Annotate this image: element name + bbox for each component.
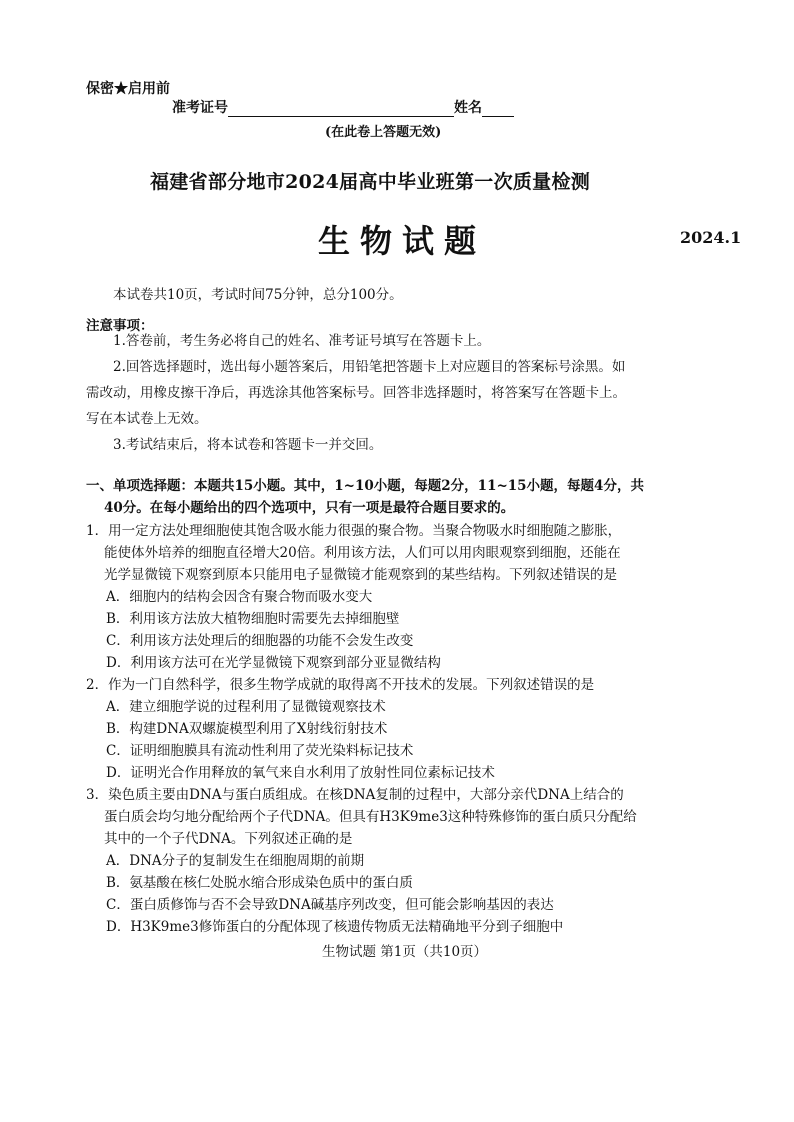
note-item-1: 1.答卷前，考生务必将自己的姓名、准考证号填写在答题卡上。 — [113, 333, 491, 349]
section-heading-line-1: 一、单项选择题：本题共15小题。其中，1~10小题，每题2分，11~15小题，每题4分，共 — [86, 478, 644, 494]
section-heading-line-2: 40分。在每小题给出的四个选项中，只有一项是最符合题目要求的。 — [104, 500, 515, 516]
note-item-2-line-2: 需改动，用橡皮擦干净后，再选涂其他答案标号。回答非选择题时，将答案写在答题卡上。 — [86, 385, 626, 401]
q3-stem-line-1: 3．染色质主要由DNA与蛋白质组成。在核DNA复制的过程中，大部分亲代DNA上结合的 — [86, 787, 624, 803]
q3-option-c: C．蛋白质修饰与否不会导致DNA碱基序列改变，但可能会影响基因的表达 — [106, 897, 554, 913]
note-item-2-line-1: 2.回答选择题时，选出每小题答案后，用铅笔把答题卡上对应题目的答案标号涂黑。如 — [113, 359, 626, 375]
q1-stem-line-1: 1．用一定方法处理细胞使其饱含吸水能力很强的聚合物。当聚合物吸水时细胞随之膨胀， — [86, 523, 622, 539]
exam-id-blank[interactable] — [228, 102, 280, 117]
exam-info: 本试卷共10页，考试时间75分钟，总分100分。 — [113, 287, 403, 303]
q3-stem-line-3: 其中的一个子代DNA。下列叙述正确的是 — [104, 831, 353, 847]
q1-option-b: B．利用该方法放大植物细胞时需要先去掉细胞壁 — [106, 611, 400, 627]
name-blank[interactable] — [482, 102, 514, 117]
q1-option-d: D．利用该方法可在光学显微镜下观察到部分亚显微结构 — [106, 655, 441, 671]
exam-id-blank-2[interactable] — [280, 102, 454, 117]
q1-stem-line-2: 能使体外培养的细胞直径增大20倍。利用该方法，人们可以用肉眼观察到细胞，还能在 — [104, 545, 621, 561]
notes-heading: 注意事项： — [86, 318, 154, 334]
q3-option-b: B．氨基酸在核仁处脱水缩合形成染色质中的蛋白质 — [106, 875, 413, 891]
q2-option-d: D．证明光合作用释放的氧气来自水利用了放射性同位素标记技术 — [106, 765, 495, 781]
q2-option-a: A．建立细胞学说的过程利用了显微镜观察技术 — [106, 699, 386, 715]
exam-id-row — [172, 97, 514, 117]
q3-option-a: A．DNA分子的复制发生在细胞周期的前期 — [106, 853, 365, 869]
name-label: 姓名 — [454, 100, 482, 116]
note-item-3: 3.考试结束后，将本试卷和答题卡一并交回。 — [113, 437, 383, 453]
q1-option-c: C．利用该方法处理后的细胞器的功能不会发生改变 — [106, 633, 414, 649]
exam-id-label: 准考证号 — [172, 100, 228, 116]
q2-option-b: B．构建DNA双螺旋模型利用了X射线衍射技术 — [106, 721, 388, 737]
q3-option-d: D．H3K9me3修饰蛋白的分配体现了核遗传物质无法精确地平分到子细胞中 — [106, 919, 564, 935]
q1-option-a: A．细胞内的结构会因含有聚合物而吸水变大 — [106, 589, 373, 605]
confidential-label: 保密★启用前 — [86, 81, 170, 97]
exam-subtitle: 福建省部分地市2024届高中毕业班第一次质量检测 — [150, 171, 591, 193]
q3-stem-line-2: 蛋白质会均匀地分配给两个子代DNA。但具有H3K9me3这种特殊修饰的蛋白质只分配给 — [104, 809, 637, 825]
q2-option-c: C．证明细胞膜具有流动性利用了荧光染料标记技术 — [106, 743, 414, 759]
q1-stem-line-3: 光学显微镜下观察到原本只能用电子显微镜才能观察到的某些结构。下列叙述错误的是 — [104, 567, 617, 583]
exam-title: 生物试题 — [318, 222, 487, 260]
invalid-note: (在此卷上答题无效) — [325, 125, 442, 140]
q2-stem-line-1: 2．作为一门自然科学，很多生物学成就的取得离不开技术的发展。下列叙述错误的是 — [86, 677, 595, 693]
exam-date: 2024.1 — [680, 228, 742, 247]
note-item-2-line-3: 写在本试卷上无效。 — [86, 411, 208, 427]
page-footer: 生物试题 第1页（共10页） — [322, 944, 488, 960]
